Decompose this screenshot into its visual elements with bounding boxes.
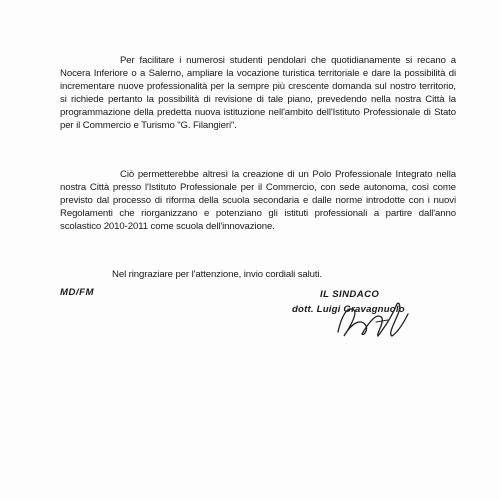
signatory-title: IL SINDACO [320, 289, 380, 300]
paragraph-2-text: Ciò permetterebbe altresì la creazione di un Polo Professionale Integrato nella nostra Città presso l'Istituto Professionale per il Commercio, con sede autonoma, così come previsto dal processo di riforma della scuola secondaria e dalle norme introdotte con i nuovi Regolamenti che riorganizzano e potenziano gli istituti professionali a partire dall'anno scolastico 2010-2011 come scuola dell'innovazione. [60, 169, 456, 232]
letter-paragraph-2 [60, 168, 456, 233]
signatory-name: dott. Luigi Gravagnuolo [292, 304, 405, 315]
paragraph-1-text: Per facilitare i numerosi studenti pendolari che quotidianamente si recano a Nocera Inferiore o a Salerno, ampliare la vocazione turistica territoriale e dare la possibilità di incrementare nuove professionalità per la sempre più crescente domanda sul nostro territorio, si richiede pertanto la possibilità di revisione di tale piano, prevedendo nella nostra Città la programmazione della predetta nuova istituzione nell'ambito dell'Istituto Professionale di Stato per il Commercio e Turismo "G. Filangieri". [60, 55, 456, 131]
closing-text: Nel ringraziare per l'attenzione, invio cordiali saluti. [112, 269, 323, 280]
letter-closing [112, 268, 432, 281]
reference-initials: MD/FM [60, 287, 94, 298]
handwritten-signature [318, 292, 428, 342]
letter-paragraph-1 [60, 54, 456, 132]
